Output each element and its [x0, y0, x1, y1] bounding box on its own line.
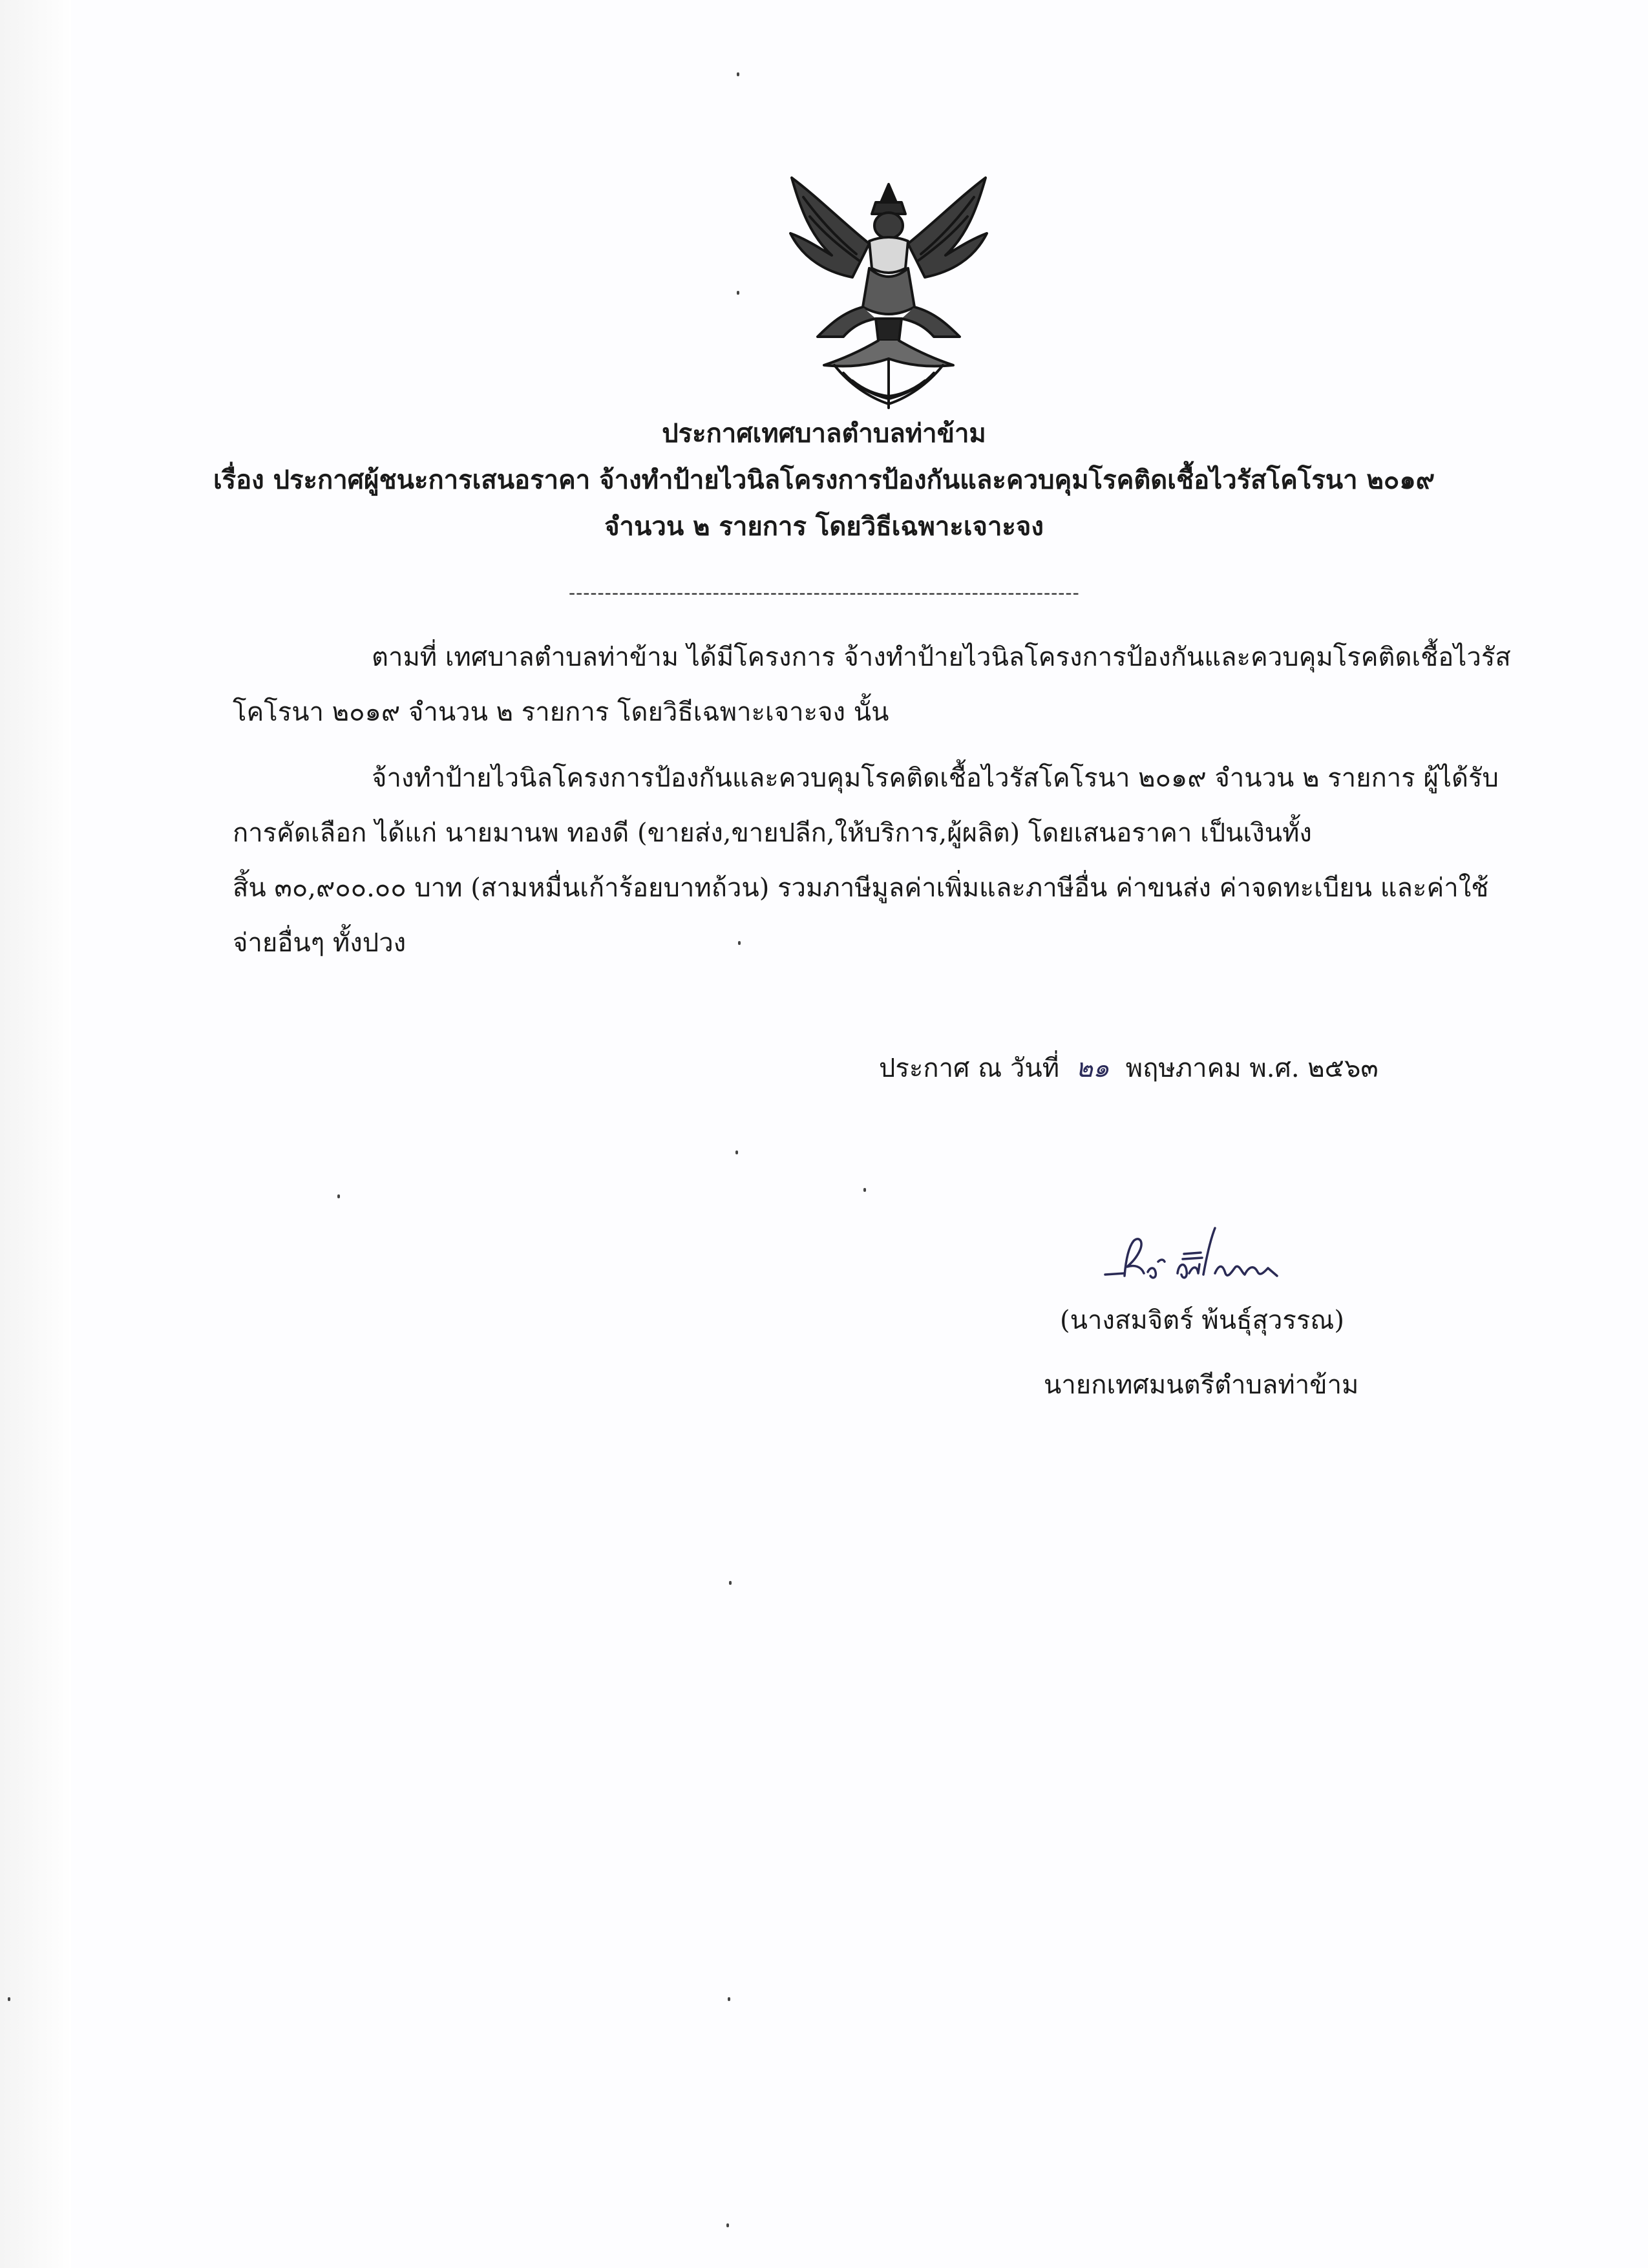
scan-speck: [863, 1188, 866, 1192]
garuda-emblem-icon: [772, 171, 1005, 417]
header-separator: -----------------------------------------------------------------------: [569, 582, 1080, 604]
document-subject: เรื่อง ประกาศผู้ชนะการเสนอราคา จ้างทำป้ายไวนิลโครงการป้องกันและควบคุมโรคติดเชื้อไวรัสโคโรนา ๒๐๑๙: [213, 465, 1435, 495]
handwritten-signature: [1099, 1222, 1318, 1306]
paragraph-line: ตามที่ เทศบาลตำบลท่าข้าม ได้มีโครงการ จ้างทำป้ายไวนิลโครงการป้องกันและควบคุมโรคติดเชื้อไวรัส: [372, 642, 1511, 672]
date-month-year: พฤษภาคม พ.ศ. ๒๕๖๓: [1125, 1054, 1379, 1083]
scan-speck: [8, 1997, 10, 2001]
scan-speck: [735, 1150, 738, 1154]
paragraph-line: สิ้น ๓๐,๙๐๐.๐๐ บาท (สามหมื่นเก้าร้อยบาทถ้วน) รวมภาษีมูลค่าเพิ่มและภาษีอื่น ค่าขนส่ง ค่าจดทะเบียน และค่าใช้: [233, 873, 1489, 903]
paragraph-line: การคัดเลือก ได้แก่ นายมานพ ทองดี (ขายส่ง,ขายปลีก,ให้บริการ,ผู้ผลิต) โดยเสนอราคา เป็นเงินทั้ง: [233, 818, 1312, 848]
scan-speck: [337, 1194, 340, 1198]
scan-margin: [0, 0, 71, 2268]
scan-speck: [726, 2223, 729, 2227]
document-title: ประกาศเทศบาลตำบลท่าข้าม: [662, 418, 986, 449]
date-day: ๒๑: [1075, 1054, 1110, 1083]
body-paragraph-2: [233, 751, 1532, 971]
scan-speck: [738, 941, 741, 945]
document-header: [0, 410, 1648, 550]
signer-name: (นางสมจิตร์ พ้นธุ์สุวรรณ): [1060, 1306, 1345, 1335]
paragraph-line: จ่ายอื่นๆ ทั้งปวง: [233, 928, 407, 958]
scan-speck: [728, 1997, 730, 2001]
document-subject-line2: จำนวน ๒ รายการ โดยวิธีเฉพาะเจาะจง: [604, 511, 1044, 542]
scan-speck: [729, 1581, 732, 1585]
body-paragraph-1: [233, 630, 1532, 740]
date-prefix: ประกาศ ณ วันที่: [879, 1054, 1060, 1083]
paragraph-line: จ้างทำป้ายไวนิลโครงการป้องกันและควบคุมโรคติดเชื้อไวรัสโคโรนา ๒๐๑๙ จำนวน ๒ รายการ ผู้ได้รับ: [372, 763, 1499, 793]
signer-title: นายกเทศมนตรีตำบลท่าข้าม: [1044, 1370, 1359, 1400]
scan-speck: [737, 291, 739, 295]
announcement-date: [879, 1047, 1379, 1088]
paragraph-line: โคโรนา ๒๐๑๙ จำนวน ๒ รายการ โดยวิธีเฉพาะเจาะจง นั้น: [233, 697, 889, 727]
scan-speck: [737, 72, 739, 76]
